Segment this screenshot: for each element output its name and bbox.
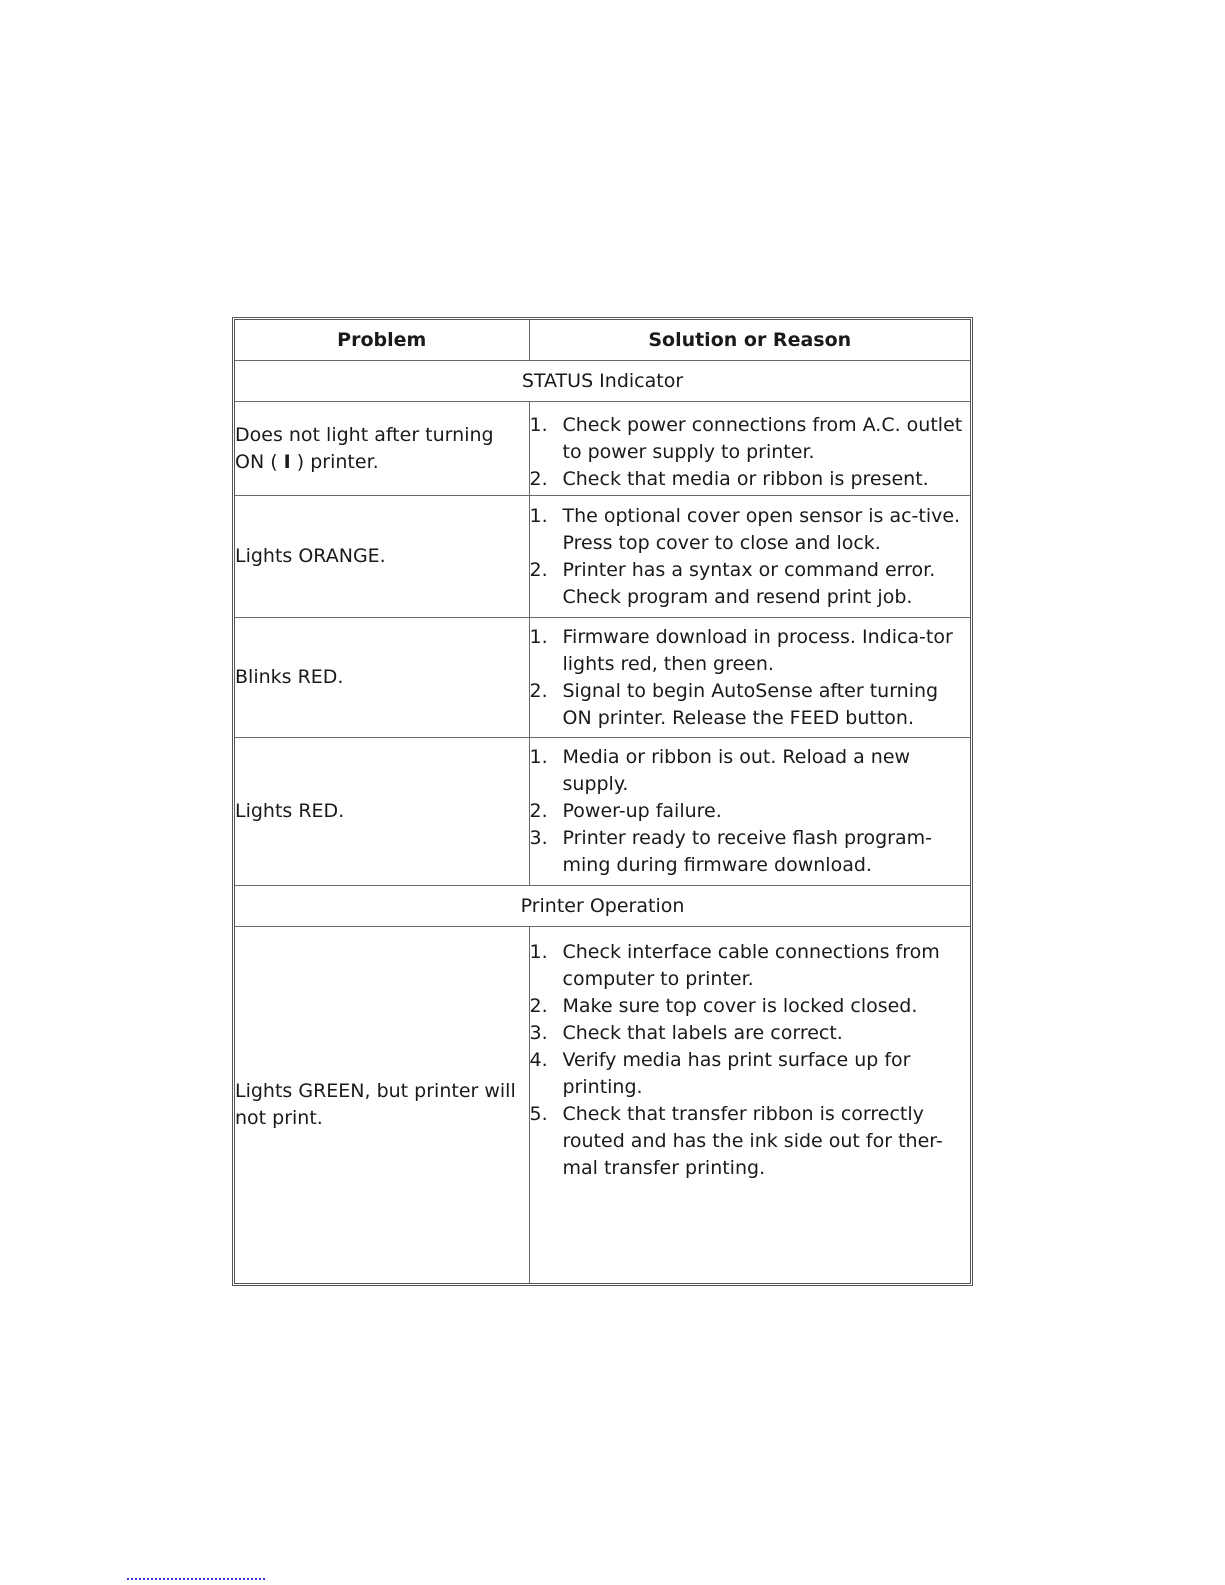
- table-row: [235, 402, 970, 496]
- list-item: [530, 798, 971, 825]
- step-text: The optional cover open sensor is ac-tive. Press top cover to close and lock.: [562, 504, 961, 554]
- step-number: 5.: [529, 1103, 548, 1125]
- table-row: [235, 927, 970, 1284]
- step-number: 2.: [529, 679, 548, 702]
- problem-text: ) printer.: [290, 450, 379, 473]
- step-number: 1.: [529, 414, 548, 436]
- problem-text: Does not light after turning: [235, 423, 494, 446]
- list-item: [530, 1047, 971, 1101]
- problem-cell: Lights ORANGE.: [235, 496, 529, 618]
- troubleshooting-table: [235, 320, 970, 1283]
- step-number: 1.: [529, 941, 548, 963]
- step-number: 1.: [529, 746, 548, 768]
- list-item: [530, 744, 971, 798]
- table-header-row: [235, 320, 970, 361]
- list-item: [530, 1020, 971, 1047]
- step-number: 4.: [529, 1049, 548, 1071]
- solution-cell: [529, 927, 970, 1284]
- problem-cell: Blinks RED.: [235, 618, 529, 738]
- step-text: Check that labels are correct.: [562, 1022, 843, 1044]
- step-number: 1.: [529, 504, 548, 527]
- step-text: Power-up failure.: [562, 800, 722, 822]
- problem-cell: Lights RED.: [235, 738, 529, 886]
- list-item: [530, 624, 971, 678]
- section-title: STATUS Indicator: [235, 361, 970, 402]
- step-number: 2.: [529, 995, 548, 1017]
- step-text: Check that media or ribbon is present.: [562, 468, 929, 490]
- step-number: 1.: [529, 625, 548, 648]
- step-number: 2.: [529, 468, 548, 490]
- solution-cell: [529, 402, 970, 496]
- section-row-printer-operation: [235, 886, 970, 927]
- step-text: Check power connections from A.C. outlet to power supply to printer.: [562, 414, 963, 463]
- step-text: Printer ready to receive flash program-ming during firmware download.: [562, 827, 932, 876]
- list-item: [530, 503, 971, 557]
- list-item: [530, 939, 971, 993]
- list-item: [530, 466, 971, 493]
- problem-cell: Lights GREEN, but printer will not print.: [235, 927, 529, 1284]
- list-item: [530, 678, 971, 732]
- footnote-divider: [127, 1578, 265, 1580]
- list-item: [530, 1101, 971, 1182]
- solution-cell: [529, 496, 970, 618]
- list-item: [530, 993, 971, 1020]
- step-text: Check that transfer ribbon is correctly routed and has the ink side out for ther-mal transfer printing.: [562, 1103, 943, 1179]
- step-number: 3.: [529, 1022, 548, 1044]
- solution-list: [530, 412, 971, 493]
- list-item: [530, 412, 971, 466]
- table-row: [235, 496, 970, 618]
- list-item: [530, 557, 971, 611]
- step-number: 2.: [529, 558, 548, 581]
- step-number: 2.: [529, 800, 548, 822]
- solution-list: [530, 503, 971, 611]
- power-on-symbol-icon: I: [283, 450, 291, 473]
- section-title: Printer Operation: [235, 886, 970, 927]
- solution-list: [530, 939, 971, 1182]
- solution-list: [530, 624, 971, 732]
- step-text: Check interface cable connections from computer to printer.: [562, 941, 940, 990]
- step-number: 3.: [529, 827, 548, 849]
- step-text: Printer has a syntax or command error. Check program and resend print job.: [562, 558, 936, 608]
- solution-cell: [529, 738, 970, 886]
- problem-cell: [235, 402, 529, 496]
- solution-column-header: Solution or Reason: [529, 320, 970, 361]
- list-item: [530, 825, 971, 879]
- step-text: Make sure top cover is locked closed.: [562, 995, 918, 1017]
- table-row: [235, 738, 970, 886]
- step-text: Signal to begin AutoSense after turning ON printer. Release the FEED button.: [562, 679, 939, 729]
- problem-text: ON (: [235, 450, 284, 473]
- section-row-status-indicator: [235, 361, 970, 402]
- problem-column-header: Problem: [235, 320, 529, 361]
- solution-list: [530, 744, 971, 879]
- solution-cell: [529, 618, 970, 738]
- troubleshooting-table-frame: [232, 317, 973, 1286]
- table-row: [235, 618, 970, 738]
- step-text: Verify media has print surface up for printing.: [562, 1049, 911, 1098]
- step-text: Media or ribbon is out. Reload a new supply.: [562, 746, 911, 795]
- step-text: Firmware download in process. Indica-tor lights red, then green.: [562, 625, 953, 675]
